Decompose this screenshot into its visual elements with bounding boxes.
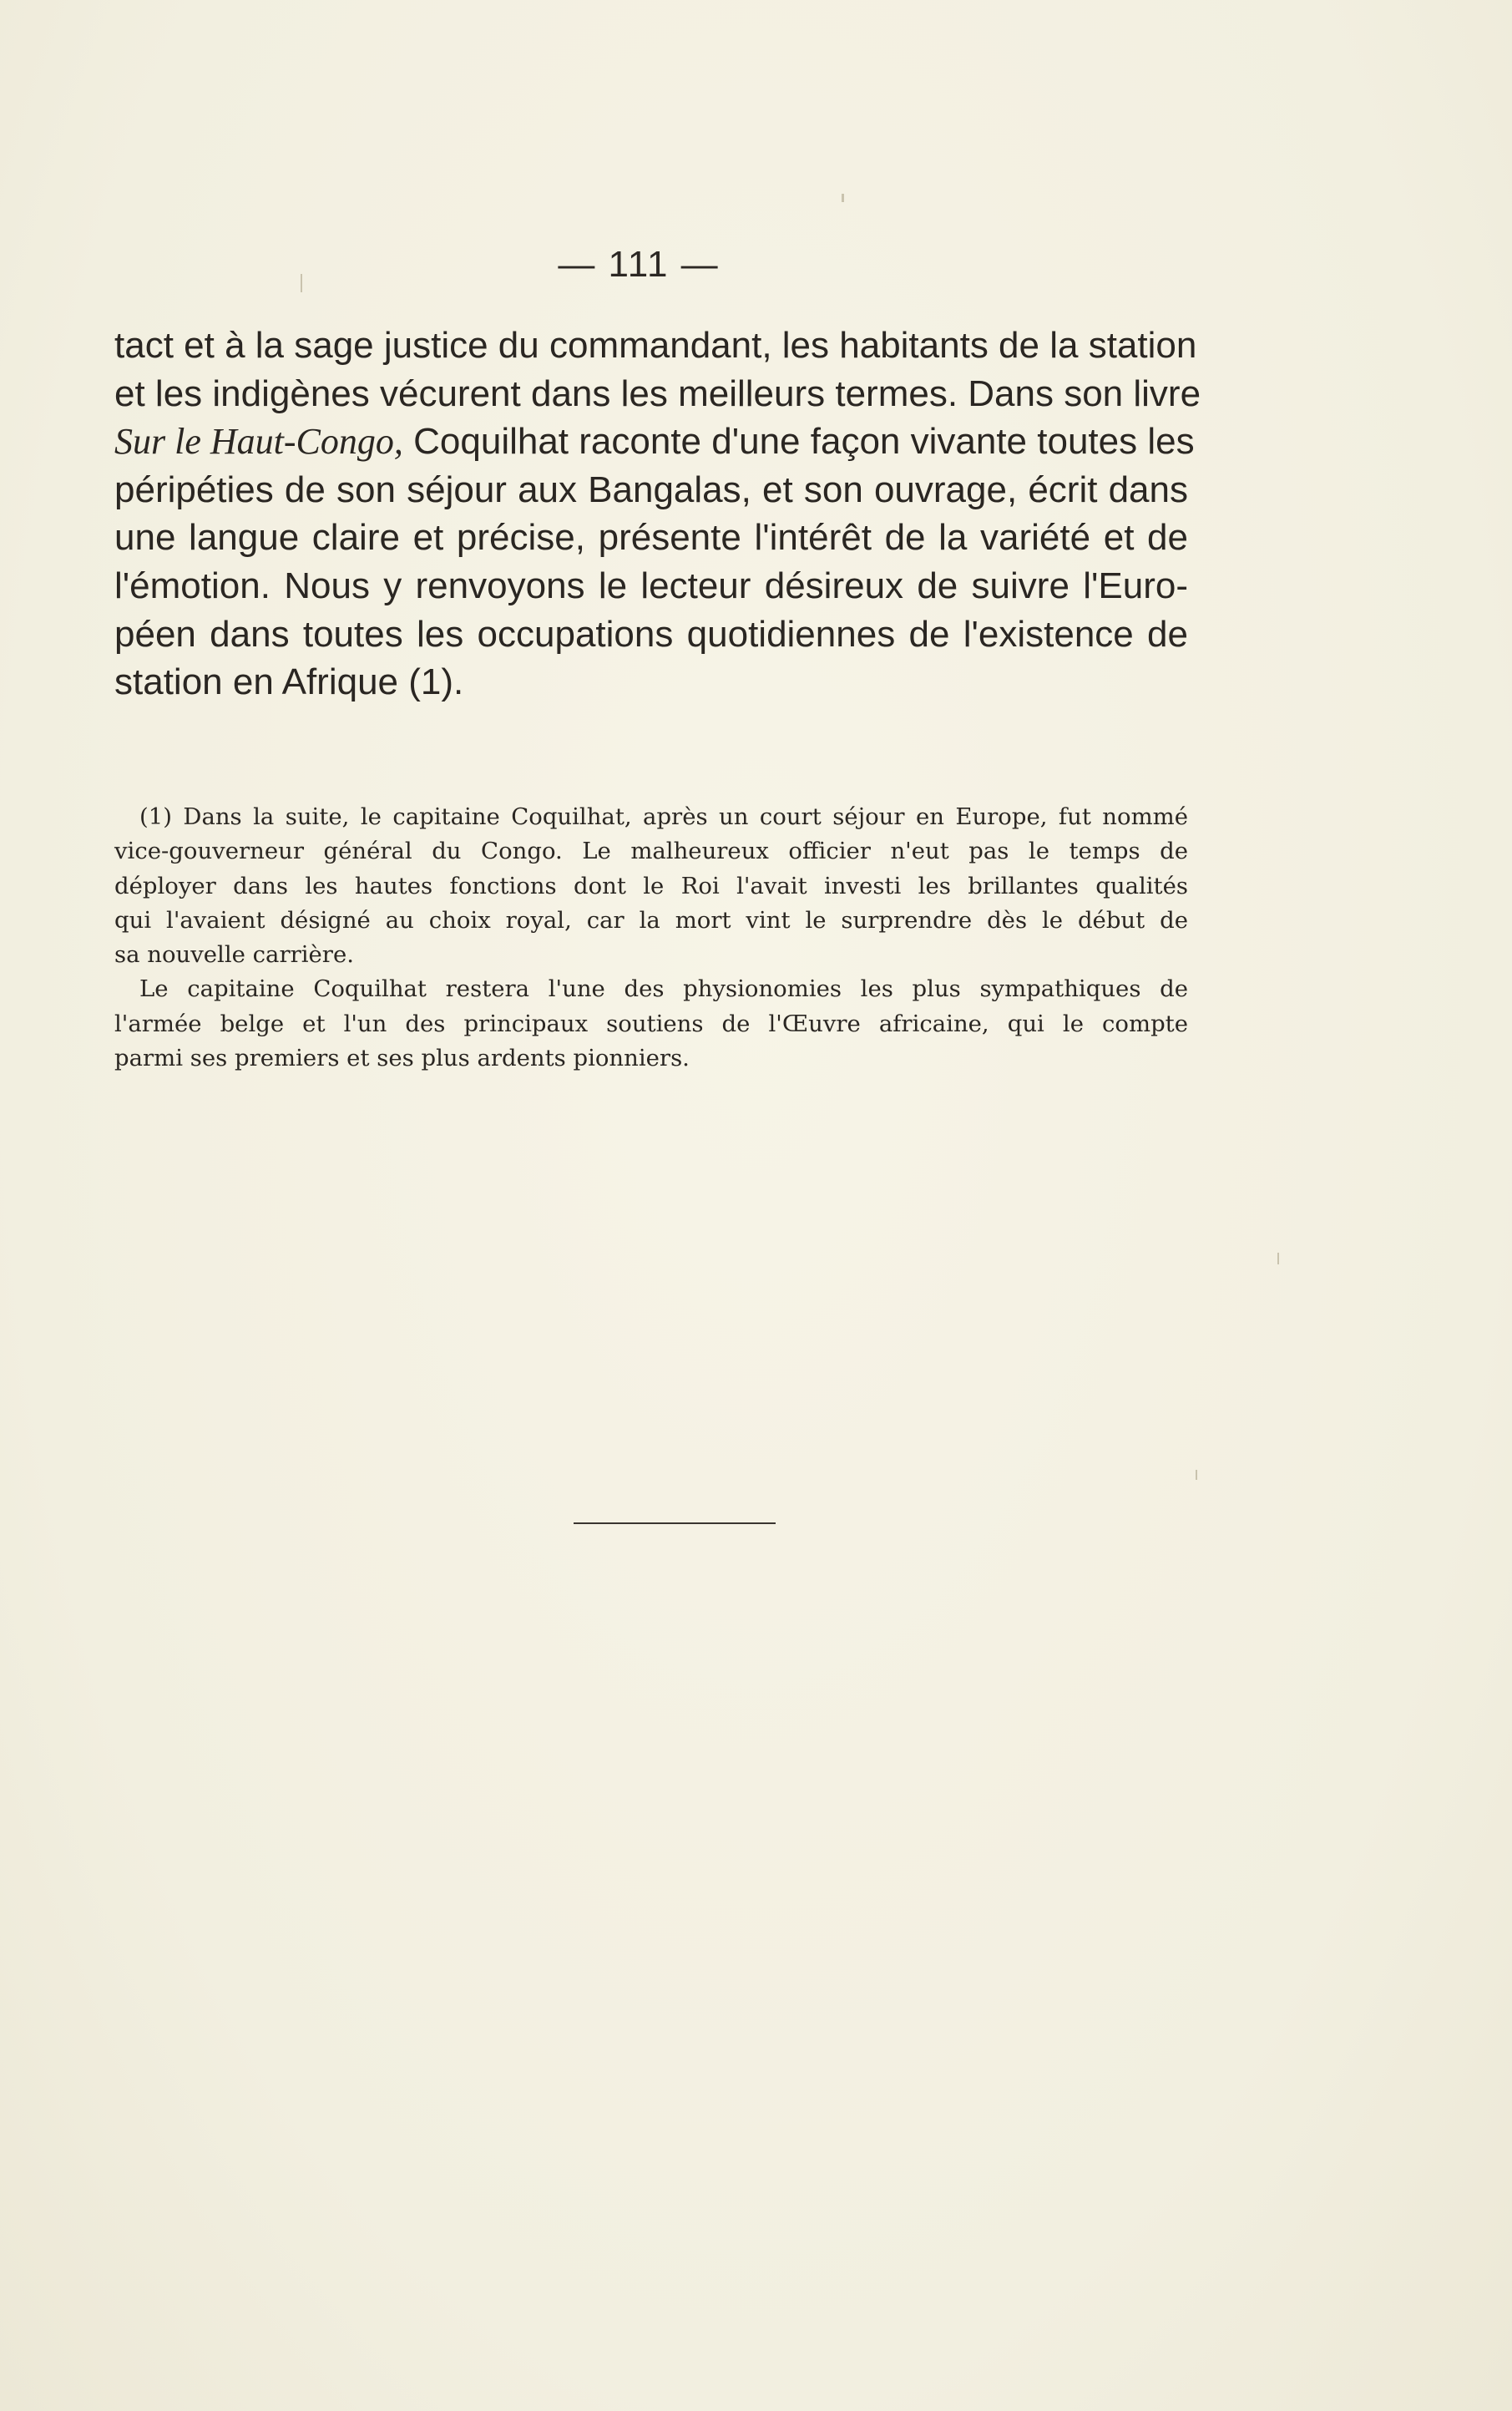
body-line: péripéties de son séjour aux Bangalas, et son ouvrage, écrit dans bbox=[114, 469, 1188, 510]
footnote-line: sa nouvelle carrière. bbox=[114, 941, 354, 969]
footnote-line: Le capitaine Coquilhat restera l'une des physionomies les plus sympathiques de bbox=[139, 975, 1188, 1003]
footnote-block bbox=[114, 800, 1188, 1076]
body-line: et les indigènes vécurent dans les meilleurs termes. Dans son livre bbox=[114, 372, 1201, 414]
body-line-rest: Coquilhat raconte d'une façon vivante toutes les bbox=[413, 421, 1195, 463]
paper-speck bbox=[1196, 1470, 1197, 1480]
body-line: une langue claire et précise, présente l'intérêt de la variété et de bbox=[114, 517, 1188, 559]
end-rule bbox=[574, 1522, 776, 1524]
footnote-line: (1) Dans la suite, le capitaine Coquilhat, après un court séjour en Europe, fut nommé bbox=[139, 803, 1188, 830]
page-number: — 111 — bbox=[558, 244, 720, 285]
paper-speck bbox=[842, 194, 844, 202]
body-line: l'émotion. Nous y renvoyons le lecteur désireux de suivre l'Euro- bbox=[114, 565, 1188, 606]
paper-speck bbox=[301, 274, 302, 292]
footnote-line: qui l'avaient désigné au choix royal, car la mort vint le surprendre dès le début de bbox=[114, 906, 1188, 934]
footnote-line: déployer dans les hautes fonctions dont le Roi l'avait investi les brillantes qualités bbox=[114, 872, 1188, 899]
footnote-line: parmi ses premiers et ses plus ardents pionniers. bbox=[114, 1045, 690, 1072]
body-line: péen dans toutes les occupations quotidiennes de l'existence de bbox=[114, 613, 1188, 655]
body-line: station en Afrique (1). bbox=[114, 661, 464, 703]
book-title: Sur le Haut-Congo, bbox=[114, 421, 403, 463]
footnote-line: l'armée belge et l'un des principaux soutiens de l'Œuvre africaine, qui le compte bbox=[114, 1010, 1188, 1037]
paper-speck bbox=[1277, 1253, 1279, 1264]
body-line bbox=[114, 418, 1195, 466]
body-line: tact et à la sage justice du commandant, les habitants de la station bbox=[114, 325, 1197, 366]
footnote-line: vice-gouverneur général du Congo. Le malheureux officier n'eut pas le temps de bbox=[114, 838, 1188, 865]
body-paragraph bbox=[114, 322, 1201, 707]
